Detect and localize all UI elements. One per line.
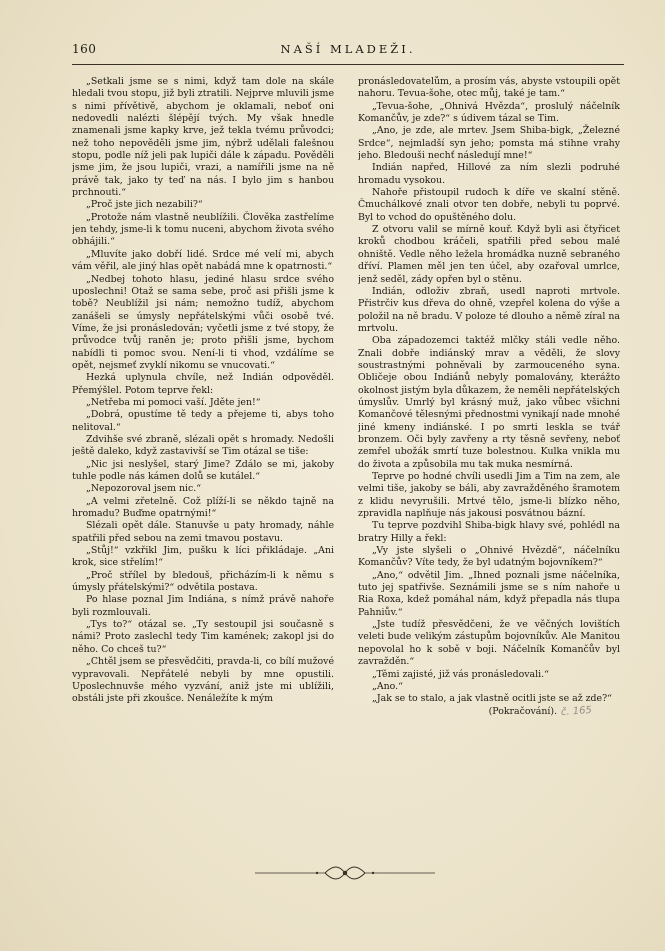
paragraph: Tu teprve pozdvihl Shiba-bigk hlavy své, pohlédl na bratry Hilly a řekl: <box>358 520 620 544</box>
paragraph: Indián, odloživ zbraň, usedl naproti mrtvole. Přistrčiv kus dřeva do ohně, vzepřel kolena do výše a položil na ně bradu. V poloze té dlouho a němě zíral na mrtvolu. <box>358 285 620 334</box>
continuation-text: (Pokračování). <box>488 705 558 717</box>
paragraph: „Tevua-šohe, „Ohnivá Hvězda“, proslulý náčelník Komančův, je zde?“ s údivem tázal se Tim. <box>358 100 620 125</box>
paragraph: Zdvihše své zbraně, slézali opět s hromady. Nedošli ještě daleko, když zastavivší se Tim otázal se tiše: <box>72 433 334 458</box>
paragraph: „Nepozoroval jsem nic.“ <box>86 483 202 495</box>
paragraph: Po hlase poznal Jim Indiána, s nímž právě nahoře byli rozmlouvali. <box>72 594 334 618</box>
paragraph: „Proč jste jich nezabili?“ <box>86 199 203 211</box>
paragraph: „Netřeba mi pomoci vaší. Jděte jen!“ <box>86 396 261 408</box>
right-column <box>358 76 620 854</box>
paragraph: Oba západozemci taktéž mlčky stáli vedle něho. Znali dobře indiánský mrav a věděli, že slovy soustrastnými pohněvali by zarmouceného syna. Obličeje obou Indiánů nebyly pomalovány, kterážto okolnost jistým byla důkazem, že neměli nepřátelských úmyslův. Umrlý byl krásný muž, jako vůbec všichni Komančové tělesnými přednostmi vynikají nade mnohé jiné kmeny indiánské. I po smrti leskla se tvář bronzem. Oči byly zavřeny a rty těsně sevřeny, neboť zemřel ubožák smrtí tuze bolestnou. Kulka vnikla mu do života a způsobila mu tak muka nesmírná. <box>358 335 620 470</box>
page-header <box>72 42 624 62</box>
paragraph: „Vy jste slyšeli o „Ohnivé Hvězdě“, náčelníku Komančův? Víte tedy, že byl udatným bojovníkem?“ <box>358 545 620 569</box>
paragraph: Nahoře přistoupil rudoch k díře ve skalní stěně. Čmuchálkové znali otvor ten dobře, nebyli tu poprvé. Byl to vchod do opuštěného dolu. <box>358 187 620 223</box>
paragraph: „Jste tudíž přesvědčeni, že ve věčných lovištích veleti bude velikým zástupům bojovníkův. Ale Manitou nepovolal ho k sobě v boji. Náčelník Komančův byl zavražděn.“ <box>358 619 620 668</box>
handwritten-annotation: č. 165 <box>560 704 593 718</box>
paragraph: „Protože nám vlastně neublížili. Člověka zastřelíme jen tehdy, jsme-li k tomu nuceni, abychom života svého obhájili.“ <box>72 211 334 248</box>
paragraph: „Proč střílel by bledouš, přicházím-li k němu s úmysly přátelskými?“ odvětila postava. <box>72 569 334 594</box>
paragraph: Z otvoru valil se mírně kouř. Když byli asi čtyřicet kroků chodbou kráčeli, spatřili před sebou malé ohniště. Vedle něho ležela hromádka nuzně sebraného dříví. Plamen měl jen ten účel, aby ozařoval umrlce, jenž seděl, zády opřen byl o stěnu. <box>358 224 620 285</box>
paragraph: Hezká uplynula chvíle, než Indián odpověděl. Přemýšlel. Potom teprve řekl: <box>72 372 334 396</box>
paragraph: „Tys to?“ otázal se. „Ty sestoupil jsi současně s námi? Proto zaslechl tedy Tim kamének; zakopl jsi do něho. Co chceš tu?“ <box>72 619 334 655</box>
paragraph: „Jak se to stalo, a jak vlastně ocitli jste se až zde?“ <box>372 693 612 705</box>
paragraph: „Těmi zajisté, již vás pronásledovali.“ <box>372 668 549 680</box>
paragraph-continued: pronásledovatelům, a prosím vás, abyste vstoupili opět nahoru. Tevua-šohe, otec můj, také je tam.“ <box>358 76 620 100</box>
paragraph: „A velmi zřetelně. Což plíží-li se někdo tajně na hromadu? Buďme opatrnými!“ <box>72 495 334 520</box>
paragraph: Slézali opět dále. Stanuvše u paty hromady, náhle spatřili před sebou na zemi tmavou postavu. <box>72 520 334 544</box>
paragraph: „Chtěl jsem se přesvědčiti, pravda-li, co bílí mužové vypravovali. Nepřátelé nebyli by mne opustili. Uposlechnuvše mého vyzvání, aniž jste mi ublížili, obstáli jste při zkoušce. Nenáležíte k mým <box>72 656 334 705</box>
continuation-note <box>358 706 620 718</box>
paragraph: „Ano.“ <box>372 680 403 692</box>
paragraph: „Dobrá, opustíme tě tedy a přejeme ti, abys toho nelitoval.“ <box>72 409 334 433</box>
paragraph: Teprve po hodné chvíli usedli Jim a Tim na zem, ale velmi tiše, jakoby se báli, aby zavražděného šramotem z klidu nevyrušili. Mrtvé tělo, jsme-li blízko něho, zpravidla naplňuje nás jakousi posvátnou bázní. <box>358 471 620 520</box>
ornament-divider-icon <box>255 862 435 884</box>
paragraph: „Mluvíte jako dobří lidé. Srdce mé velí mi, abych vám věřil, ale jiný hlas opět nabádá mne k opatrnosti.“ <box>72 248 334 273</box>
header-rule <box>72 64 624 65</box>
running-title: NAŠÍ MLADEŽI. <box>280 42 416 56</box>
paragraph: „Ano,“ odvětil Jim. „Ihned poznali jsme náčelníka, tuto jej spatřivše. Seznámili jsme se s ním nahoře u Ria Roxa, kdež pomáhal nám, když přepadla nás tlupa Pahniův.“ <box>358 569 620 618</box>
left-column <box>72 76 334 854</box>
paragraph: „Nedbej tohoto hlasu, jediné hlasu srdce svého uposlechni! Otaž se sama sebe, proč asi přišli jsme k tobě? Neublížil jsi nám; nemožno tudíž, abychom zanášeli se úmysly nepřátelskými vůči osobě tvé. Víme, že jsi pronásledován; vyčetli jsme z tvé stopy, že průvodce tvůj raněn je; proto přišli jsme, bychom nabídli ti pomoc svou. Není-li ti vhod, vzdálíme se opět, nejsmeť zvyklí nikomu se vnucovati.“ <box>72 273 334 371</box>
paragraph: „Ano, je zde, ale mrtev. Jsem Shiba-bigk, „Železné Srdce“, nejmladší syn jeho; pomsta má stihne vrahy jeho. Bledouši nechť následují mne!“ <box>358 125 620 162</box>
paragraph: Indián napřed, Hillové za ním slezli podruhé hromadu vysokou. <box>358 162 620 186</box>
paragraph: „Nic jsi neslyšel, starý Jime? Zdálo se mi, jakoby tuhle podle nás kámen dolů se kutálel.“ <box>72 458 334 482</box>
paragraph: „Stůj!“ vzkřikl Jim, pušku k líci přikládaje. „Ani krok, sice střelím!“ <box>72 545 334 569</box>
page-number: 160 <box>72 42 97 56</box>
paragraph: „Setkali jsme se s nimi, když tam dole na skále hledali tvou stopu, již byli ztratili. Nejprve mluvili jsme s nimi přívětivě, abychom je oklamali, neboť oni nedovedli nalézti šlépějí tvých. My však hnedle znamenali jsme kapky krve, jež tekla tvému průvodci; než toho nepověděli jsme jim, nýbrž udělali falešnou stopu, podle níž jeli pak lupiči dále k západu. Pověděli jsme jim, že jsou lupiči, vrazi, a namířili jsme na ně právě tak, jako ty teď na nás. I bylo jim s hanbou prchnouti.“ <box>72 76 334 199</box>
